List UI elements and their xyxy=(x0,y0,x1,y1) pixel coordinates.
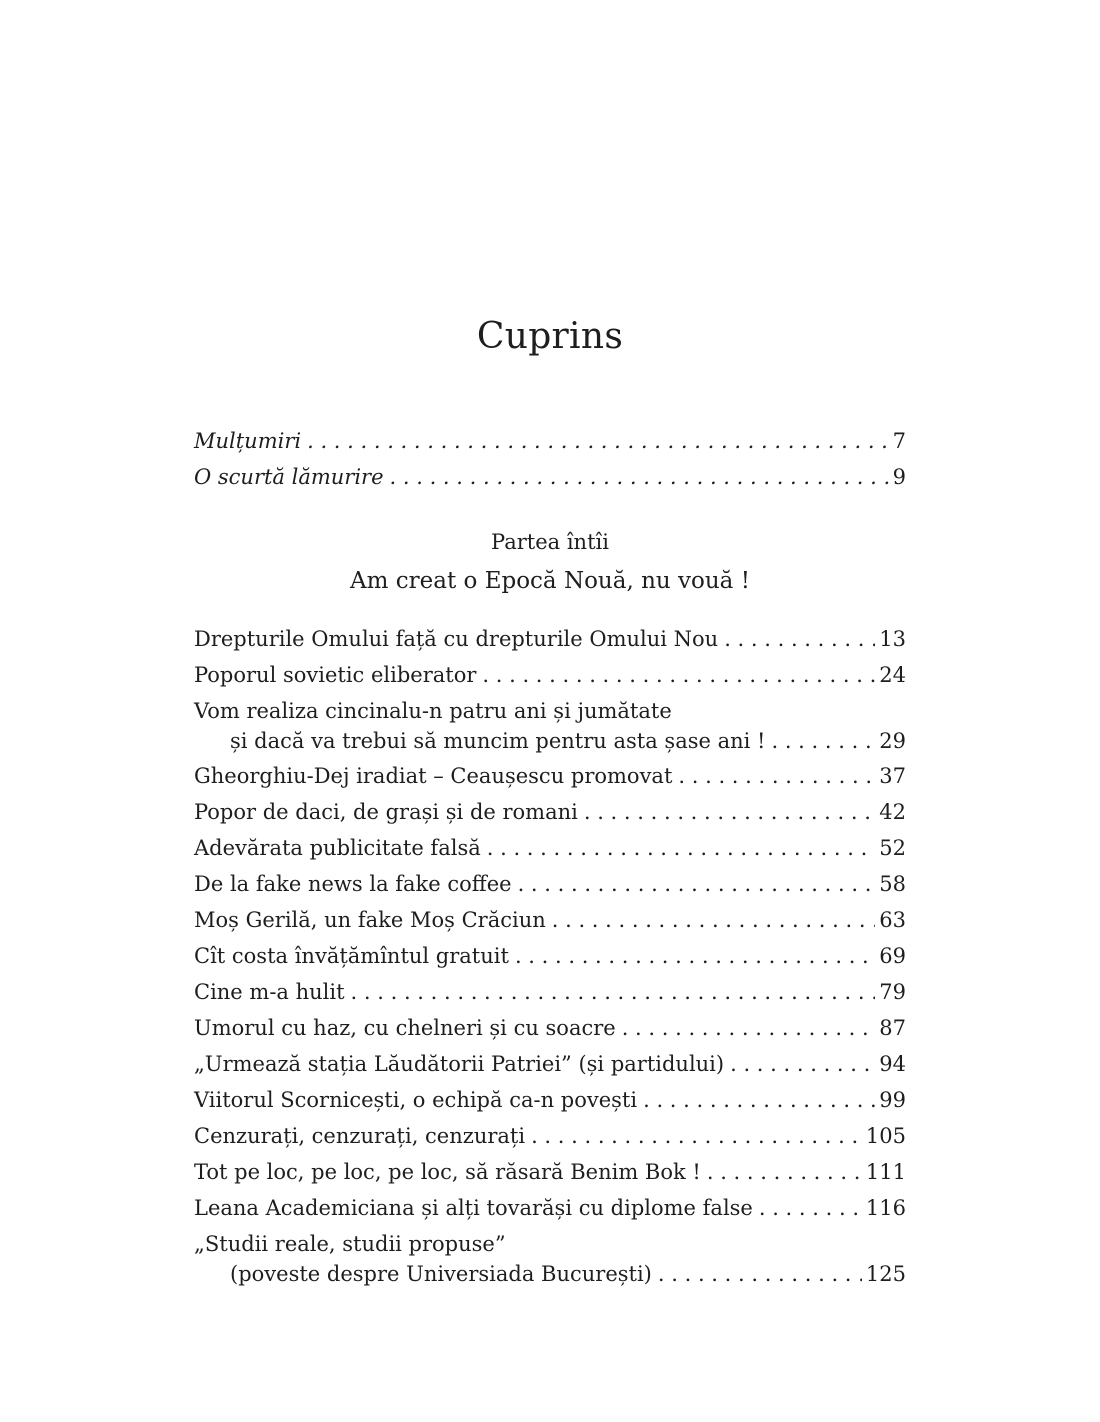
toc-entry xyxy=(194,870,906,898)
toc-entry-label: Viitorul Scornicești, o echipă ca-n povești xyxy=(194,1088,638,1112)
toc-entry-label: Leana Academiciana și alți tovarăși cu diplome false xyxy=(194,1196,753,1220)
toc-entry-label: Cine m-a hulit xyxy=(194,980,345,1004)
toc-entry-page: 69 xyxy=(879,944,906,968)
toc-entry xyxy=(194,625,906,653)
toc-entry-label-first-line: „Studii reale, studii propuse” xyxy=(194,1232,506,1256)
toc-entry-label: Umorul cu haz, cu chelneri și cu soacre xyxy=(194,1016,616,1040)
dot-leader xyxy=(584,798,875,826)
dot-leader xyxy=(730,1050,875,1078)
toc-entry-label: Popor de daci, de grași și de romani xyxy=(194,800,578,824)
part-label: Partea întîi xyxy=(491,530,609,554)
toc-entry-page: 9 xyxy=(892,465,906,489)
toc-entry xyxy=(230,1260,906,1288)
dot-leader xyxy=(678,762,875,790)
toc-entry xyxy=(194,1014,906,1042)
toc-entry-label: Moș Gerilă, un fake Moș Crăciun xyxy=(194,908,546,932)
toc-entry-page: 99 xyxy=(879,1088,906,1112)
dot-leader xyxy=(707,1158,862,1186)
toc-entry xyxy=(194,762,906,790)
page-title: Cuprins xyxy=(476,316,624,357)
toc-entry xyxy=(194,1050,906,1078)
dot-leader xyxy=(658,1260,862,1288)
toc-entry-page: 94 xyxy=(879,1052,906,1076)
toc-entry-page: 111 xyxy=(865,1160,906,1184)
toc-entry-page: 7 xyxy=(892,429,906,453)
toc-entry xyxy=(194,798,906,826)
toc-entry-page: 13 xyxy=(879,627,906,651)
toc-entry xyxy=(194,942,906,970)
toc-entry-label: De la fake news la fake coffee xyxy=(194,872,512,896)
toc-entry xyxy=(194,834,906,862)
dot-leader xyxy=(724,625,875,653)
toc-entry xyxy=(194,661,906,689)
toc-entry-page: 37 xyxy=(879,764,906,788)
toc-entry-label: Cît costa învățămîntul gratuit xyxy=(194,944,509,968)
toc-entry-label: Poporul sovietic eliberator xyxy=(194,663,477,687)
toc-entry xyxy=(194,427,906,455)
toc-entry-label: Mulțumiri xyxy=(194,429,302,453)
toc-entry-label: și dacă va trebui să muncim pentru asta șase ani ! xyxy=(230,729,766,753)
toc-entry-page: 52 xyxy=(879,836,906,860)
dot-leader xyxy=(482,661,875,689)
toc-entry-label: Adevărata publicitate falsă xyxy=(194,836,481,860)
toc-entry xyxy=(194,978,906,1006)
dot-leader xyxy=(390,463,889,491)
dot-leader xyxy=(307,427,889,455)
toc-entry-label: „Urmează stația Lăudătorii Patriei” (și partidului) xyxy=(194,1052,725,1076)
dot-leader xyxy=(351,978,876,1006)
toc-entry-page: 87 xyxy=(879,1016,906,1040)
dot-leader xyxy=(552,906,876,934)
dot-leader xyxy=(771,727,875,755)
dot-leader xyxy=(643,1086,875,1114)
toc-entry-page: 63 xyxy=(879,908,906,932)
toc-entry-label: Gheorghiu-Dej iradiat – Ceaușescu promovat xyxy=(194,764,673,788)
toc-entry-page: 29 xyxy=(879,729,906,753)
toc-entry xyxy=(194,1122,906,1150)
toc-entry-page: 58 xyxy=(879,872,906,896)
toc-entry-label: O scurtă lămurire xyxy=(194,465,384,489)
toc-entry-label: Drepturile Omului față cu drepturile Omului Nou xyxy=(194,627,719,651)
toc-entry xyxy=(194,463,906,491)
dot-leader xyxy=(531,1122,862,1150)
toc-entry-page: 42 xyxy=(879,800,906,824)
dot-leader xyxy=(759,1194,862,1222)
toc-entry-label: Tot pe loc, pe loc, pe loc, să răsară Benim Bok ! xyxy=(194,1160,701,1184)
toc-entry-label: Cenzurați, cenzurați, cenzurați xyxy=(194,1124,526,1148)
toc-entry-page: 125 xyxy=(865,1262,906,1286)
dot-leader xyxy=(487,834,876,862)
toc-entry-label: (poveste despre Universiada București) xyxy=(230,1262,652,1286)
toc-entry xyxy=(194,1194,906,1222)
toc-entry-label-first-line: Vom realiza cincinalu-n patru ani și jumătate xyxy=(194,699,672,723)
toc-entry-page: 79 xyxy=(879,980,906,1004)
dot-leader xyxy=(515,942,875,970)
part-title: Am creat o Epocă Nouă, nu vouă ! xyxy=(350,568,750,594)
toc-entry-page: 116 xyxy=(865,1196,906,1220)
toc-entry xyxy=(194,1158,906,1186)
toc-entry xyxy=(194,906,906,934)
dot-leader xyxy=(518,870,876,898)
toc-entry-page: 24 xyxy=(879,663,906,687)
toc-entry xyxy=(230,727,906,755)
toc-entry xyxy=(194,1086,906,1114)
toc-entry-page: 105 xyxy=(865,1124,906,1148)
dot-leader xyxy=(622,1014,876,1042)
